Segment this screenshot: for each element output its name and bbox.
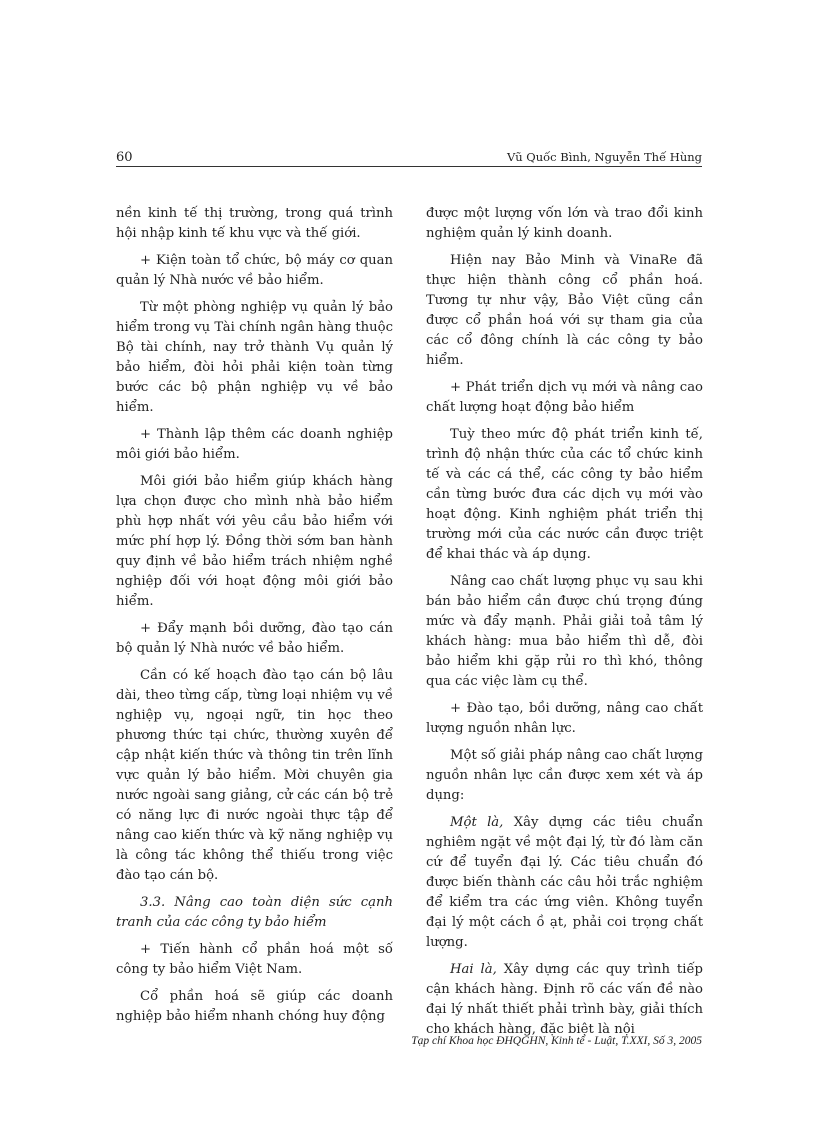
paragraph: Hiện nay Bảo Minh và VinaRe đã thực hiện thành công cổ phần hoá. Tương tự như vậy, Bảo Việt cũng cần được cổ phần hoá với sự tham gia của các cổ đông chính là các công ty bảo hiểm. bbox=[426, 253, 703, 368]
paragraph-lead: Hai là, bbox=[450, 962, 497, 977]
section-heading: 3.3. Nâng cao toàn diện sức cạnh tranh của các công ty bảo hiểm bbox=[116, 895, 393, 930]
header-rule bbox=[116, 166, 702, 167]
paragraph: Cổ phần hoá sẽ giúp các doanh nghiệp bảo hiểm nhanh chóng huy động bbox=[116, 989, 393, 1024]
paragraph: Môi giới bảo hiểm giúp khách hàng lựa chọn được cho mình nhà bảo hiểm phù hợp nhất với yêu cầu bảo hiểm với mức phí hợp lý. Đồng thời sớm ban hành quy định về bảo hiểm trách nhiệm nghề nghiệp đối với hoạt động môi giới bảo hiểm. bbox=[116, 474, 393, 609]
paragraph-lead: Một là, bbox=[450, 815, 504, 830]
paragraph: nền kinh tế thị trường, trong quá trình hội nhập kinh tế khu vực và thế giới. bbox=[116, 206, 393, 241]
paragraph-body: Xây dựng các quy trình tiếp cận khách hàng. Định rõ các vấn đề nào đại lý nhất thiết phải trình bày, giải thích cho khách hàng, đặc biệt là nội bbox=[426, 962, 704, 1037]
paragraph bbox=[426, 960, 703, 1040]
paragraph: + Thành lập thêm các doanh nghiệp môi giới bảo hiểm. bbox=[116, 427, 393, 462]
paragraph: Tuỳ theo mức độ phát triển kinh tế, trình độ nhận thức của các tổ chức kinh tế và các cá thể, các công ty bảo hiểm cần từng bước đưa các dịch vụ mới vào hoạt động. Kinh nghiệm phát triển thị trường mới của các nước cần được triệt để khai thác và áp dụng. bbox=[426, 427, 703, 562]
left-column bbox=[116, 204, 393, 1034]
paragraph: Nâng cao chất lượng phục vụ sau khi bán bảo hiểm cần được chú trọng đúng mức và đẩy mạnh. Phải giải toả tâm lý khách hàng: mua bảo hiểm thì dễ, đòi bảo hiểm khi gặp rủi ro thì khó, thông qua các việc làm cụ thể. bbox=[426, 574, 703, 689]
paragraph: + Phát triển dịch vụ mới và nâng cao chất lượng hoạt động bảo hiểm bbox=[426, 380, 703, 415]
paragraph: Cần có kế hoạch đào tạo cán bộ lâu dài, theo từng cấp, từng loại nhiệm vụ về nghiệp vụ, ngoại ngữ, tin học theo phương thức tại chức, thường xuyên để cập nhật kiến thức và thông tin trên lĩnh vực quản lý bảo hiểm. Mời chuyên gia nước ngoài sang giảng, cử các cán bộ trẻ có năng lực đi nước ngoài thực tập để nâng cao kiến thức và kỹ năng nghiệp vụ là công tác không thể thiếu trong việc đào tạo cán bộ. bbox=[116, 668, 393, 883]
running-head-authors: Vũ Quốc Bình, Nguyễn Thế Hùng bbox=[506, 150, 702, 164]
paragraph: Từ một phòng nghiệp vụ quản lý bảo hiểm trong vụ Tài chính ngân hàng thuộc Bộ tài chính, nay trở thành Vụ quản lý bảo hiểm, đòi hỏi phải kiện toàn từng bước các bộ phận nghiệp vụ về bảo hiểm. bbox=[116, 300, 393, 415]
right-column bbox=[426, 204, 703, 1047]
paragraph: + Đào tạo, bồi dưỡng, nâng cao chất lượng nguồn nhân lực. bbox=[426, 701, 703, 736]
page-number: 60 bbox=[116, 150, 133, 165]
paragraph: + Tiến hành cổ phần hoá một số công ty bảo hiểm Việt Nam. bbox=[116, 942, 393, 977]
paragraph bbox=[426, 813, 703, 953]
paragraph: Một số giải pháp nâng cao chất lượng nguồn nhân lực cần được xem xét và áp dụng: bbox=[426, 748, 703, 803]
journal-footer: Tạp chí Khoa học ĐHQGHN, Kinh tế - Luật, T.XXI, Số 3, 2005 bbox=[411, 1035, 702, 1047]
paragraph: + Đẩy mạnh bồi dưỡng, đào tạo cán bộ quản lý Nhà nước về bảo hiểm. bbox=[116, 621, 393, 656]
paragraph: + Kiện toàn tổ chức, bộ máy cơ quan quản lý Nhà nước về bảo hiểm. bbox=[116, 253, 393, 288]
paragraph: được một lượng vốn lớn và trao đổi kinh nghiệm quản lý kinh doanh. bbox=[426, 206, 703, 241]
paragraph-body: Xây dựng các tiêu chuẩn nghiêm ngặt về một đại lý, từ đó làm căn cứ để tuyển đại lý. Các tiêu chuẩn đó được biến thành các câu hỏi trắc nghiệm để kiểm tra các ứng viên. Không tuyển đại lý một cách ồ ạt, phải coi trọng chất lượng. bbox=[426, 815, 703, 950]
